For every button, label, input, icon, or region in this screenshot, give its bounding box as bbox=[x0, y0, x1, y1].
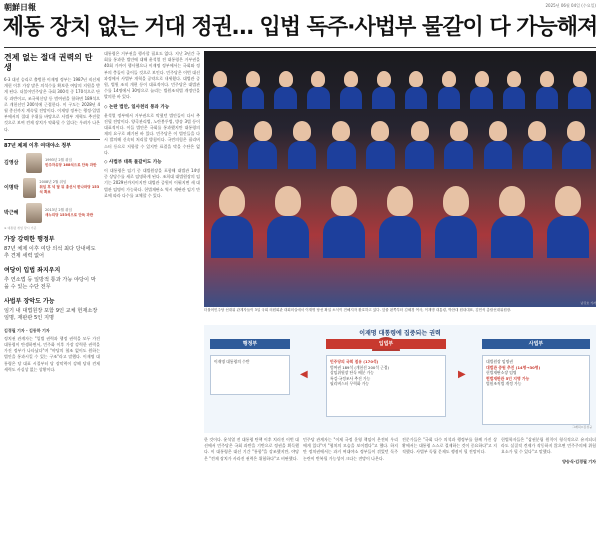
legislative-heading: 입법부 bbox=[326, 339, 446, 349]
left-intro: 6·3 대선 승리로 출범한 이재명 정부는 1987년 직선제 개헌 이후 가장 많은 의석수를 확보한 여당의 지원을 받게 된다. 더불어민주당은 국회 300석 중 170석으로 단독 과반이고, 조국혁신당 등 범여권을 합하면 189석으로 개헌선인 200석에 근접한다. 이 구도는 2028년 4월 총선까지 계속될 전망이다. 이재명 정부는 행정·입법부에서의 절대 우위를 바탕으로 사법부 개혁도 추진할 것으로 보여 견제 장치가 약화될 수 있다는 우려가 나온다. bbox=[4, 77, 100, 132]
arrow-icon: ▶ bbox=[458, 369, 466, 380]
crowd-back-row bbox=[204, 71, 596, 87]
power-diagram bbox=[204, 325, 596, 433]
president-info: 2013년 2월 취임 새누리당 153석으로 단독 과반 bbox=[45, 207, 94, 217]
pull-body-2: 추 연소법 등 일방적 통과 가능 야당이 막을 수 있는 수단 전무 bbox=[4, 276, 96, 291]
left-column bbox=[4, 51, 100, 549]
pull-body-3: 임기 내 대법원장 포함 9인 교체 헌재소장 임명, 재판관 5인 지명 bbox=[4, 307, 98, 322]
lower-column: 한 것이다. 윤석열 전 대통령 탄핵 이후 치러진 이번 대선에서 민주당은 국회 과반을 기반으로 정권을 획득했다. 이 대통령은 대선 기간 "통합"을 강조했지만, 야당은 "견제 장치가 사라진 권력은 위험하다"고 비판했다. bbox=[204, 437, 299, 461]
president-name: 김영삼 bbox=[4, 160, 19, 167]
left-body-2: 정치권 관계자는 "입법 권력과 행정 권력을 모두 가진 대통령이 탄생하면서, 민주화 이후 가장 강력한 권력을 가진 정부가 나타났다"며 "야당의 협조 없이도 원하는 법안을 통과시킬 수 있는 구조"라고 말했다. 이재명 대통령은 당 대표 시절부터 당 장악력이 강해 당내 견제 세력도 사실상 없는 상황이다. bbox=[4, 335, 100, 372]
byline: 김경필 기자 · 김동하 기자 bbox=[4, 327, 50, 333]
executive-heading: 행정부 bbox=[210, 339, 290, 349]
news-photo bbox=[204, 51, 596, 307]
lower-column: 전문가들은 "국회 다수 의석과 행정부를 함께 가진 상황에서는 대통령 스스로 절제하는 것이 중요하다"고 지적했다. 사법부 독립 문제도 쟁점이 될 전망이다. bbox=[402, 437, 497, 455]
photo-caption: 더불어민주당 선대위 관계자들이 3일 국회 의원회관 대회의실에서 이재명 당선 확실 소식이 전해지자 환호하고 있다. 앞줄 왼쪽부터 김혜경 여사, 이재명 대통령, 박찬대 원내대표, 김민석 총괄선대위원장. bbox=[204, 308, 512, 312]
executive-box bbox=[210, 355, 290, 395]
judicial-line: 대법관 증원 추진 (14명→30명) bbox=[486, 364, 541, 370]
legislative-box bbox=[326, 355, 446, 417]
crowd-middle-row bbox=[204, 121, 596, 141]
middle-body-2: 윤석열 정부에서 거부권으로 막혔던 법안들이 다시 추진될 전망이다. 양곡관리법, 노란봉투법, 방송 3법 등이 대표적이다. 이들 법안은 국회를 통과했지만 대통령의 재의 요구로 폐기된 바 있다. 민주당은 이 법안들을 다시 발의해 신속히 처리할 방침이다. 국민의힘은 필리버스터 등으로 저항할 수 있지만 표결을 막을 수단은 없다. bbox=[104, 112, 200, 155]
president-photo bbox=[26, 203, 42, 223]
president-table-title: 87년 체제 이후 여대야소 정부 bbox=[4, 139, 100, 149]
legislative-line: 특검·국정조사 추진 가능 bbox=[330, 375, 371, 381]
section-heading-2: ◇ 사법부 대폭 물갈이도 가능 bbox=[104, 160, 162, 166]
judicial-box bbox=[482, 355, 590, 425]
president-info: 1993년 2월 취임 민주자유당 168석으로 단독 과반 bbox=[45, 157, 97, 167]
left-subhead: 견제 없는 절대 권력의 탄생 bbox=[4, 53, 93, 72]
executive-text: 이재명 대통령의 수반 bbox=[214, 359, 250, 364]
judicial-line: 헌법재판소장 임명 bbox=[486, 370, 517, 376]
middle-body-3: 이 대통령은 임기 중 대법원장을 포함해 대법관 14명 중 상당수를 새로 임명하게 된다. 조희대 대법원장의 임기는 2029년까지이지만 대법관 증원이 이뤄지면 새 대법관 임명이 가능하다. 헌법재판소 역시 재판관 임기 만료에 따라 다수를 교체할 수 있다. bbox=[104, 168, 200, 198]
diagram-credit: 그래픽=김성규 bbox=[572, 425, 592, 429]
lower-text-columns bbox=[204, 437, 596, 549]
pull-title-1: 가장 강력한 행정부 bbox=[4, 235, 55, 243]
judicial-line: 법원조직법 개정 가능 bbox=[486, 381, 522, 387]
lower-column: 민주당 관계자는 "이제 국정 운영 책임이 온전히 우리에게 있다"며 "협치의 모습을 보이겠다"고 했다. 하지만 정치권에서는 과거 여대야소 정부들이 겪었던 독주 논란이 반복될 가능성이 크다는 전망이 나온다. bbox=[303, 437, 398, 461]
president-photo bbox=[26, 153, 42, 173]
pull-title-2: 여당이 입법 좌지우지 bbox=[4, 266, 61, 274]
middle-body-1: 대통령은 거부권을 행사할 필요도 없다. 지난 3년간 국회를 통과한 법안에 대해 윤석열 전 대통령은 거부권을 40회 가까이 행사했으나 이재명 정부에서는 국회와 정부의 충돌이 줄어들 것으로 보인다. 민주당은 이번 대선 과정에서 사법부 개혁을 공약으로 내세웠다. 대법관 증원, 법원 조직 개편 등이 대표적이다. 민주당은 대법관 수를 14명에서 30명으로 늘리는 법원조직법 개정안을 발의한 바 있다. bbox=[104, 51, 200, 100]
president-info: 2008년 2월 취임 취임 후 넉 달 뒤 총선서 한나라당 153석 확보 bbox=[39, 180, 100, 195]
legislative-line: 범여권 189석 (개헌선 200석 근접) bbox=[330, 364, 389, 370]
issue-date: 2025년 06월 04일 (수요일) bbox=[545, 3, 596, 8]
legislative-line: 민주당의 국회 점유 (170석) bbox=[330, 359, 379, 364]
newspaper-logo: 朝鮮日報 bbox=[4, 2, 36, 12]
lower-column-text: 헌법학자들은 "삼권분립 원칙이 형식적으로 유지되더라도 실질적 견제가 작동하지 않으면 민주주의에 위험 요소가 될 수 있다"고 말했다. bbox=[501, 437, 596, 455]
president-photo bbox=[23, 178, 37, 198]
pull-body-1: 87년 체제 이후 여당 의석 최다 당내에도 추 견제 세력 없어 bbox=[4, 245, 96, 260]
president-row bbox=[4, 202, 100, 224]
pull-title-3: 사법부 장악도 가능 bbox=[4, 297, 55, 305]
crowd-front-row bbox=[204, 186, 596, 216]
president-row bbox=[4, 177, 100, 199]
lower-byline: 양승식·김경필 기자 bbox=[562, 458, 596, 464]
diagram-title: 이재명 대통령에 집중되는 권력 bbox=[359, 330, 441, 337]
headline-divider bbox=[4, 47, 596, 48]
legislative-line: 상임위원장 단독 배분 가능 bbox=[330, 370, 374, 376]
section-heading-1: ◇ 논란 법안, 일사천리 통과 가능 bbox=[104, 104, 170, 110]
president-name: 박근혜 bbox=[4, 210, 19, 217]
president-row bbox=[4, 152, 100, 174]
photo-credit: 남강호 기자 bbox=[580, 301, 596, 305]
legislative-line: 필리버스터 무력화 가능 bbox=[330, 381, 370, 387]
headline: 제동 장치 없는 거대 정권… 입법 독주·사법부 물갈이 다 가능해져 bbox=[2, 15, 598, 40]
president-table-note: ※ 대통령 취임 당시 기준 bbox=[4, 225, 37, 230]
judicial-heading: 사법부 bbox=[482, 339, 590, 349]
judicial-line: 대법원장 임명권 bbox=[486, 359, 513, 364]
lower-column bbox=[501, 437, 596, 549]
middle-column bbox=[104, 51, 200, 549]
judicial-line: 헌법재판관 5인 지명 가능 bbox=[486, 375, 530, 381]
arrow-icon: ◀ bbox=[300, 369, 308, 380]
president-name: 이명박 bbox=[4, 185, 19, 192]
